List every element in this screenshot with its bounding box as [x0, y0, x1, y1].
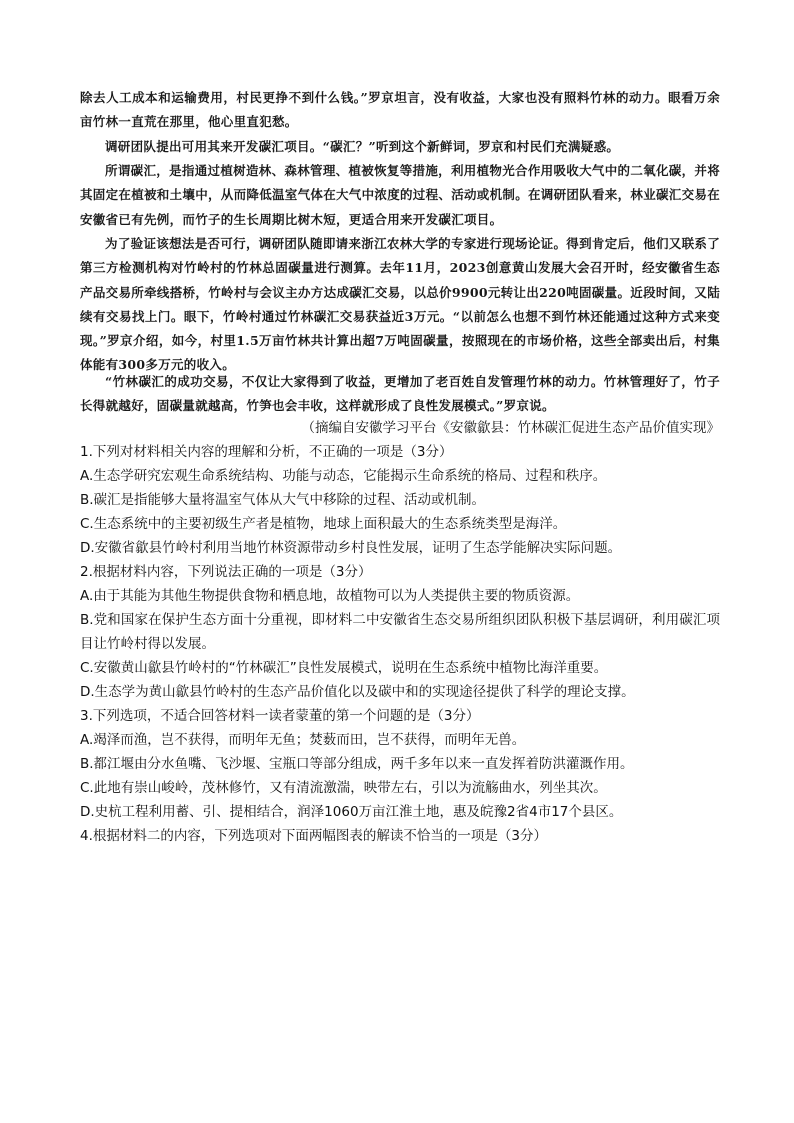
material-paragraph-1: 除去人工成本和运输费用，村民更挣不到什么钱。”罗京坦言，没有收益，大家也没有照料竹林的动力。眼看万余亩竹林一直荒在那里，他心里直犯愁。 — [80, 90, 720, 130]
question-2-option-d: D.生态学为黄山歙县竹岭村的生态产品价值化以及碳中和的实现途径提供了科学的理论支撑。 — [80, 684, 635, 700]
question-1-stem: 1.下列对材料相关内容的理解和分析，不正确的一项是（3分） — [80, 444, 453, 460]
material-paragraph-2: 调研团队提出可用其来开发碳汇项目。“碳汇？”听到这个新鲜词，罗京和村民们充满疑惑。 — [105, 139, 620, 154]
question-1-option-c: C.生态系统中的主要初级生产者是植物，地球上面积最大的生态系统类型是海洋。 — [80, 516, 567, 532]
question-3-option-a: A.竭泽而渔，岂不获得，而明年无鱼；焚薮而田，岂不获得，而明年无兽。 — [80, 732, 526, 748]
material-paragraph-4: 为了验证该想法是否可行，调研团队随即请来浙江农林大学的专家进行现场论证。得到肯定后，他们又联系了第三方检测机构对竹岭村的竹林总固碳量进行测算。去年11月，2023创意黄山发展大会召开时，经安徽省生态产品交易所牵线搭桥，竹岭村与会议主办方达成碳汇交易，以总价9900元转让出220吨固碳量。近段时间，又陆续有交易找上门。眼下，竹岭村通过竹林碳汇交易获益近3万元。“以前怎么也想不到竹林还能通过这种方式来变现。”罗京介绍，如今，村里1.5万亩竹林共计算出超7万吨固碳量，按照现在的市场价格，这些全部卖出后，村集体能有300多万元的收入。 — [80, 236, 720, 373]
question-1-option-d: D.安徽省歙县竹岭村利用当地竹林资源带动乡村良性发展，证明了生态学能解决实际问题。 — [80, 540, 622, 556]
material-source-citation: （摘编自安徽学习平台《安徽歙县：竹林碳汇促进生态产品价值实现》 — [301, 420, 720, 436]
question-1-option-a: A.生态学研究宏观生命系统结构、功能与动态，它能揭示生命系统的格局、过程和秩序。 — [80, 468, 607, 484]
question-4-stem: 4.根据材料二的内容，下列选项对下面两幅图表的解读不恰当的一项是（3分） — [80, 828, 547, 844]
question-3-option-c: C.此地有崇山峻岭，茂林修竹，又有清流激湍，映带左右，引以为流觞曲水，列坐其次。 — [80, 780, 607, 796]
question-3-stem: 3.下列选项，不适合回答材料一读者蒙董的第一个问题的是（3分） — [80, 708, 480, 724]
question-2-option-b: B.党和国家在保护生态方面十分重视，即材料二中安徽省生态交易所组织团队积极下基层调研，利用碳汇项目让竹岭村得以发展。 — [80, 612, 720, 652]
question-3-option-d: D.史杭工程利用蓄、引、提相结合，润泽1060万亩江淮土地，惠及皖豫2省4市17个县区。 — [80, 804, 623, 820]
material-paragraph-5: “竹林碳汇的成功交易，不仅让大家得到了收益，更增加了老百姓自发管理竹林的动力。竹林管理好了，竹子长得就越好，固碳量就越高，竹笋也会丰收，这样就形成了良性发展模式。”罗京说。 — [80, 374, 720, 414]
material-paragraph-3: 所谓碳汇，是指通过植树造林、森林管理、植被恢复等措施，利用植物光合作用吸收大气中的二氧化碳，并将其固定在植被和土壤中，从而降低温室气体在大气中浓度的过程、活动或机制。在调研团队看来，林业碳汇交易在安徽省已有先例，而竹子的生长周期比树木短，更适合用来开发碳汇项目。 — [80, 163, 721, 227]
question-3-option-b: B.都江堰由分水鱼嘴、飞沙堰、宝瓶口等部分组成，两千多年以来一直发挥着防洪灌溉作用。 — [80, 756, 634, 772]
question-2-option-a: A.由于其能为其他生物提供食物和栖息地，故植物可以为人类提供主要的物质资源。 — [80, 588, 580, 604]
question-2-stem: 2.根据材料内容，下列说法正确的一项是（3分） — [80, 564, 372, 580]
question-1-option-b: B.碳汇是指能够大量将温室气体从大气中移除的过程、活动或机制。 — [80, 492, 486, 508]
question-2-option-c: C.安徽黄山歙县竹岭村的“竹林碳汇”良性发展模式，说明在生态系统中植物比海洋重要。 — [80, 660, 608, 676]
